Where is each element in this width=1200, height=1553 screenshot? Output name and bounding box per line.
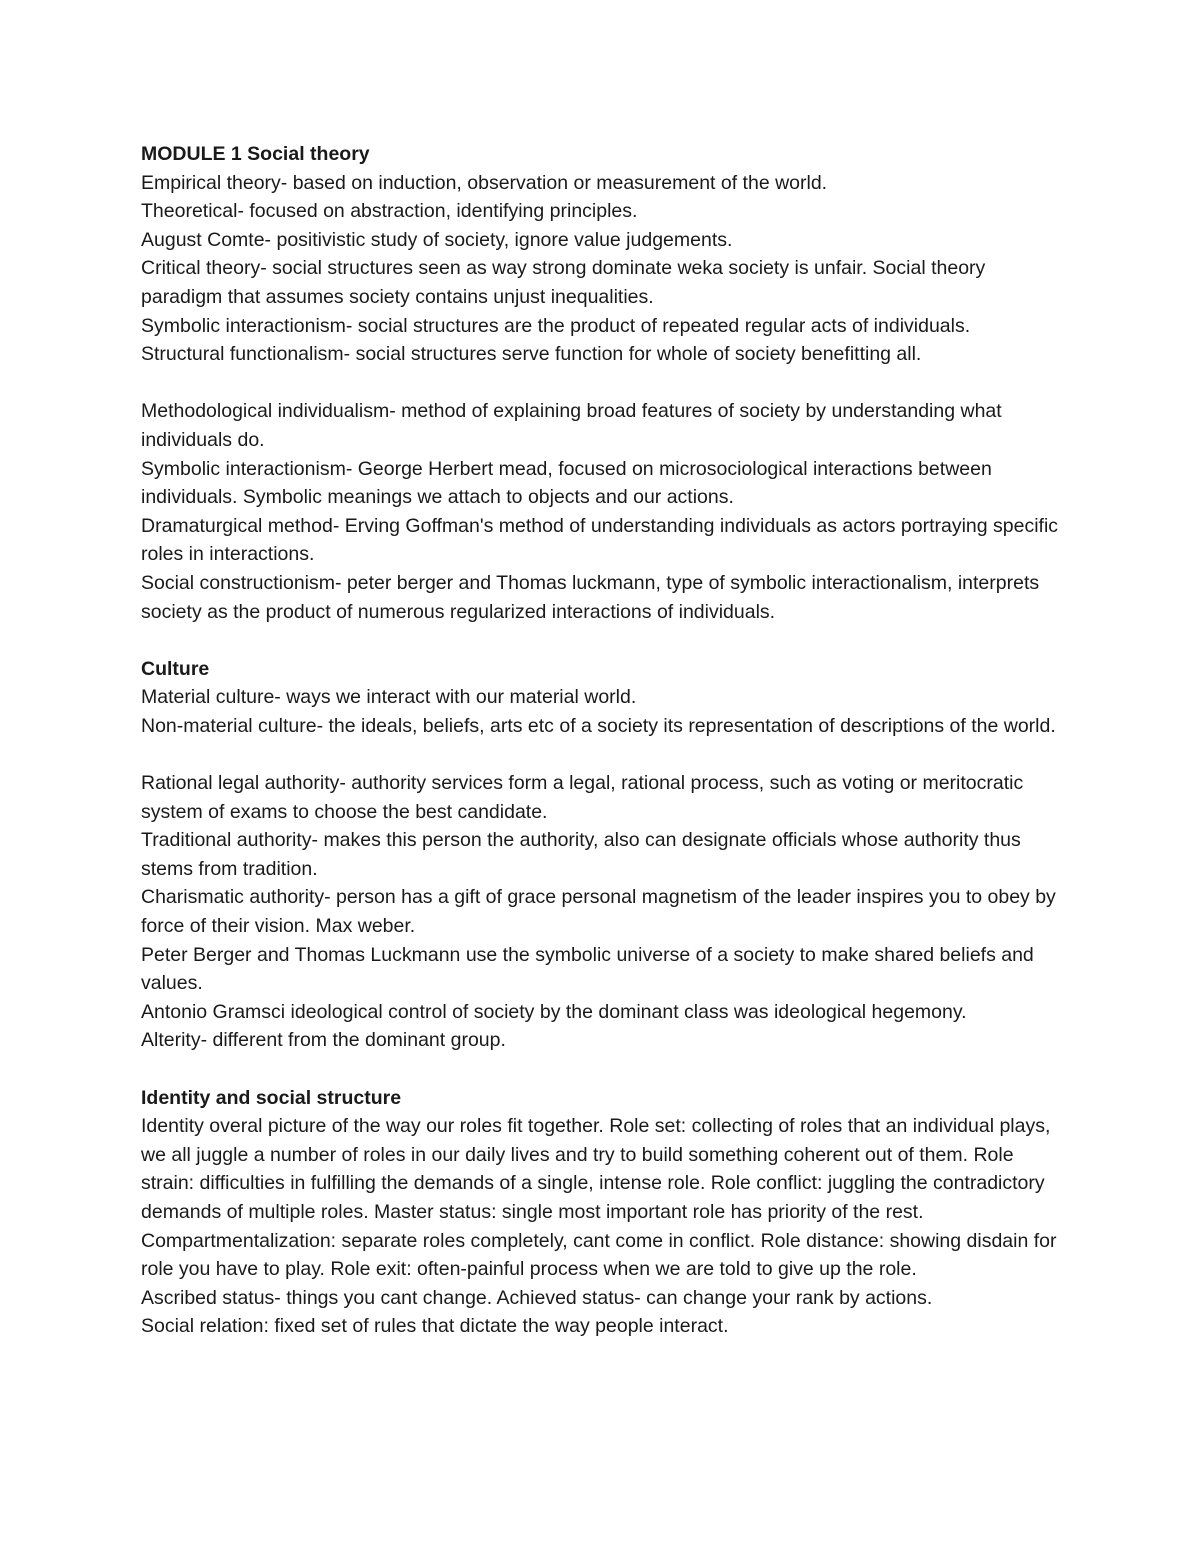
paragraph: Non-material culture- the ideals, beliefs, arts etc of a society its representation of descriptions of the world. (141, 714, 1056, 737)
paragraph: Critical theory- social structures seen as way strong dominate weka society is unfair. Social theory paradigm that assumes society contains unjust inequalities. (141, 257, 986, 308)
paragraph: Symbolic interactionism- George Herbert mead, focused on microsociological interactions between individuals. Symbolic meanings we attach to objects and our actions. (141, 457, 992, 509)
blank-line (141, 626, 1071, 655)
paragraph: Charismatic authority- person has a gift of grace personal magnetism of the leader inspires you to obey by force of their vision. Max weber. (141, 886, 1056, 938)
paragraph: Peter Berger and Thomas Luckmann use the symbolic universe of a society to make shared beliefs and values. (141, 943, 1034, 995)
paragraph: Methodological individualism- method of explaining broad features of society by understanding what individuals do. (141, 400, 1002, 451)
paragraph: Empirical theory- based on induction, observation or measurement of the world. (141, 171, 828, 194)
paragraph: Structural functionalism- social structures serve function for whole of society benefitting all. (141, 343, 922, 366)
section-heading-module-1: MODULE 1 Social theory (141, 143, 370, 165)
section-heading-culture: Culture (141, 657, 210, 680)
paragraph: Theoretical- focused on abstraction, identifying principles. (141, 200, 638, 223)
paragraph: Symbolic interactionism- social structures are the product of repeated regular acts of individuals. (141, 314, 971, 337)
paragraph: Social constructionism- peter berger and Thomas luckmann, type of symbolic interactionalism, interprets society as the product of numerous regularized interactions of individuals. (141, 571, 1040, 623)
paragraph: Ascribed status- things you cant change. Achieved status- can change your rank by actions. (141, 1286, 933, 1309)
paragraph: Antonio Gramsci ideological control of society by the dominant class was ideological hegemony. (141, 1000, 967, 1023)
paragraph: August Comte- positivistic study of society, ignore value judgements. (141, 228, 733, 251)
paragraph: Traditional authority- makes this person the authority, also can designate officials whose authority thus stems from tradition. (141, 829, 1021, 880)
paragraph: Material culture- ways we interact with our material world. (141, 686, 637, 709)
blank-line (141, 369, 1071, 398)
paragraph: Identity overal picture of the way our roles fit together. Role set: collecting of roles that an individual plays, we all juggle a number of roles in our daily lives and try to build something coherent out of them. Role strain: difficulties in fulfilling the demands of a single, intense role. Role conflict: juggling the contradictory demands of multiple roles. Master status: single most important role has priority of the rest. Compartmentalization: separate roles completely, cant come in conflict. Role distance: showing disdain for role you have to play. Role exit: often-painful process when we are told to give up the role. (141, 1115, 1057, 1281)
paragraph: Dramaturgical method- Erving Goffman's method of understanding individuals as actors portraying specific roles in interactions. (141, 514, 1059, 566)
section-heading-identity: Identity and social structure (141, 1086, 402, 1109)
paragraph: Social relation: fixed set of rules that dictate the way people interact. (141, 1315, 729, 1338)
blank-line (141, 740, 1071, 769)
blank-line (141, 1055, 1071, 1084)
paragraph: Alterity- different from the dominant group. (141, 1029, 506, 1052)
document-page (141, 140, 1071, 1341)
paragraph: Rational legal authority- authority services form a legal, rational process, such as voting or meritocratic system of exams to choose the best candidate. (141, 772, 1024, 823)
